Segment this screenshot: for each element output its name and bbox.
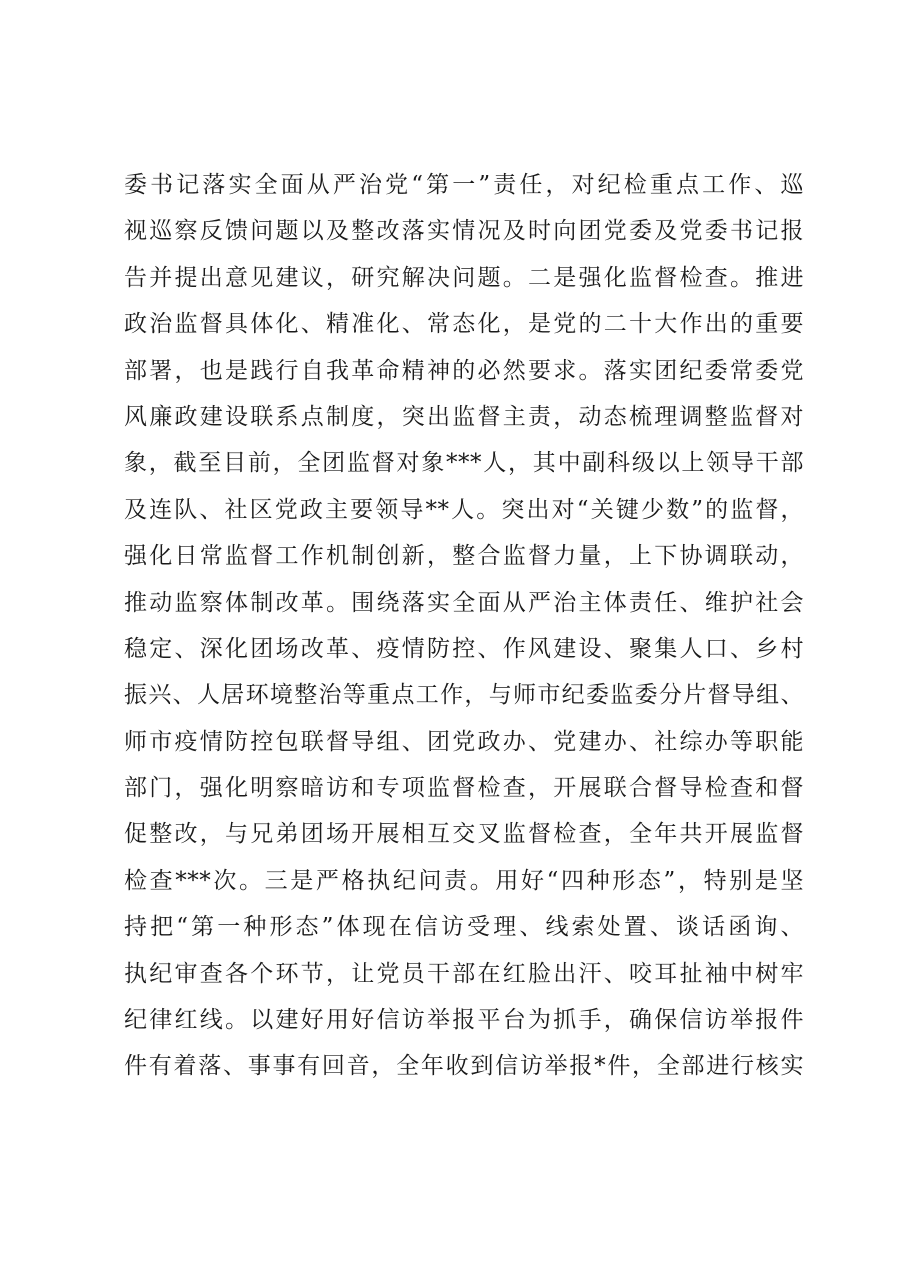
- text-line: 振兴、人居环境整治等重点工作，与师市纪委监委分片督导组、: [124, 682, 804, 709]
- text-line: 告并提出意见建议，研究解决问题。二是强化监督检查。推进: [124, 264, 804, 291]
- text-line: 政治监督具体化、精准化、常态化，是党的二十大作出的重要: [124, 311, 804, 338]
- text-line: 风廉政建设联系点制度，突出监督主责，动态梳理调整监督对: [124, 403, 804, 430]
- text-line: 持把“第一种形态”体现在信访受理、线索处置、谈话函询、: [124, 914, 804, 941]
- text-line: 象，截至目前，全团监督对象***人，其中副科级以上领导干部: [124, 450, 804, 477]
- body-paragraph: [124, 162, 804, 1090]
- text-line: 委书记落实全面从严治党“第一”责任，对纪检重点工作、巡: [124, 172, 804, 198]
- text-line: 强化日常监督工作机制创新，整合监督力量，上下协调联动，: [124, 543, 804, 570]
- text-line: 促整改，与兄弟团场开展相互交叉监督检查，全年共开展监督: [124, 821, 804, 848]
- text-line: 推动监察体制改革。围绕落实全面从严治主体责任、维护社会: [124, 589, 804, 616]
- text-line: 稳定、深化团场改革、疫情防控、作风建设、聚集人口、乡村: [124, 635, 804, 662]
- text-line: 视巡察反馈问题以及整改落实情况及时向团党委及党委书记报: [124, 218, 804, 245]
- text-line: 件有着落、事事有回音，全年收到信访举报*件，全部进行核实: [124, 1053, 804, 1080]
- text-line: 检查***次。三是严格执纪问责。用好“四种形态”，特别是坚: [124, 867, 804, 894]
- text-line: 及连队、社区党政主要领导**人。突出对“关键少数”的监督，: [124, 496, 804, 523]
- text-line: 纪律红线。以建好用好信访举报平台为抓手，确保信访举报件: [124, 1007, 804, 1034]
- text-line: 执纪审查各个环节，让党员干部在红脸出汗、咬耳扯袖中树牢: [124, 960, 804, 987]
- text-line: 部署，也是践行自我革命精神的必然要求。落实团纪委常委党: [124, 357, 804, 384]
- text-line: 部门，强化明察暗访和专项监督检查，开展联合督导检查和督: [124, 775, 804, 802]
- text-line: 师市疫情防控包联督导组、团党政办、党建办、社综办等职能: [124, 728, 804, 755]
